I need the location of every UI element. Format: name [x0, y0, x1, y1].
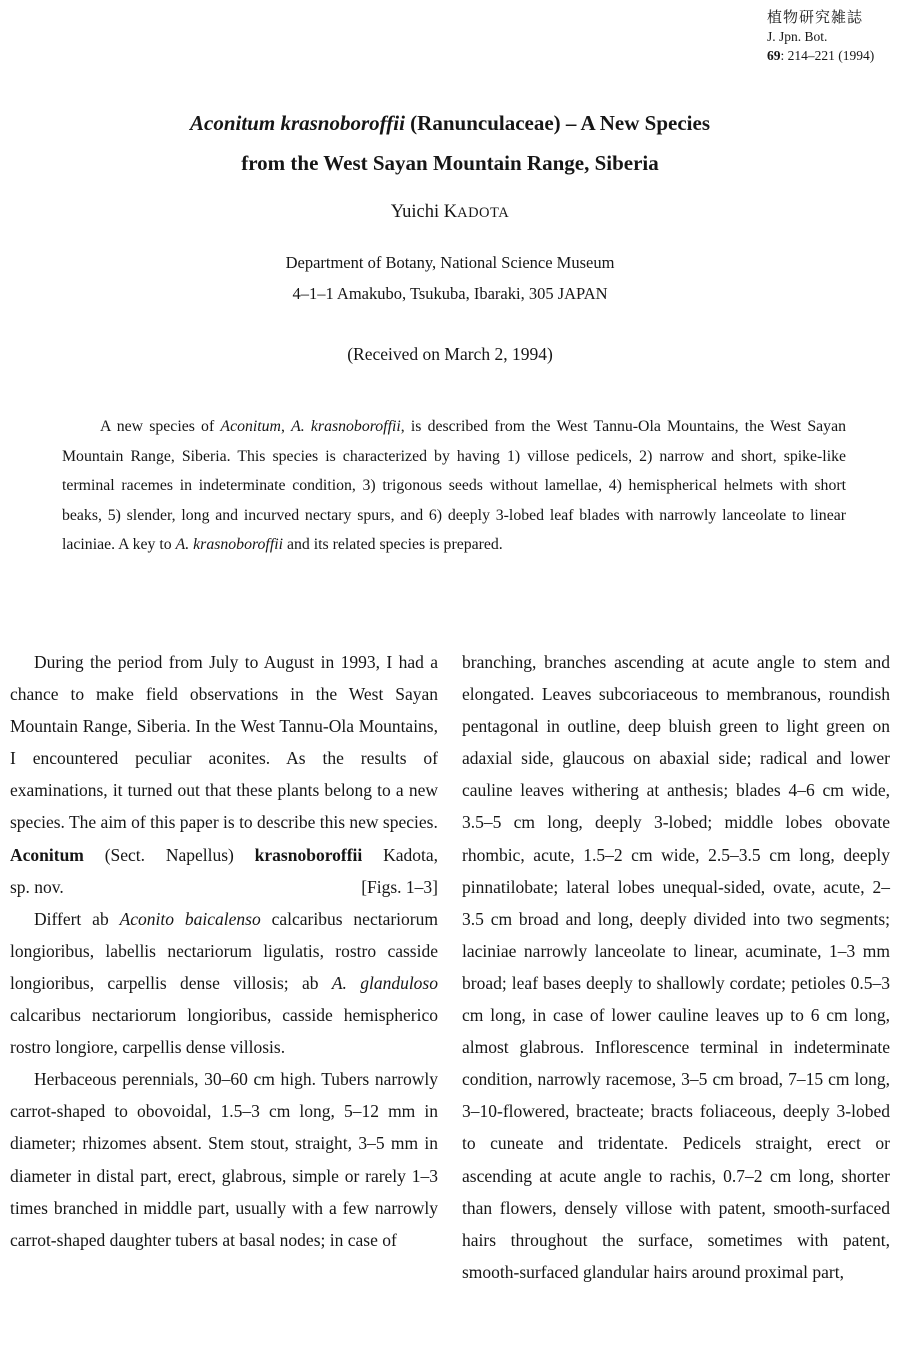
right-column	[462, 646, 890, 1288]
species-heading-line: Aconitum (Sect. Napellus) krasnoboroffii Kadota,	[10, 844, 438, 865]
body-two-columns	[10, 646, 890, 1288]
intro-paragraph: During the period from July to August in 1993, I had a chance to make field observations in the West Sayan Mountain Range, Siberia. In the West Tannu-Ola Mountains, I encountered peculiar aconites. As the results of examinations, it turned out that these plants belong to a new species. The aim of this paper is to describe this new species.	[10, 652, 438, 833]
species-heading-figline	[10, 871, 438, 903]
affiliation-department: Department of Botany, National Science Museum	[285, 253, 615, 272]
description-paragraph-start: Herbaceous perennials, 30–60 cm high. Tubers narrowly carrot-shaped to obovoidal, 1.5–3 cm long, 5–12 mm in diameter; rhizomes absent. Stem stout, straight, 3–5 mm in diameter in distal part, erect, glabrous, simple or rarely 1–3 times branched in middle part, usually with a few narrowly carrot-shaped daughter tubers at basal nodes; in case of	[10, 1069, 438, 1250]
author-given-name: Yuichi K	[390, 202, 458, 222]
author-name	[0, 202, 900, 223]
journal-name-japanese: 植物研究雑誌	[767, 8, 864, 26]
received-date: (Received on March 2, 1994)	[347, 344, 553, 364]
author-family-name-smallcaps: ADOTA	[457, 205, 510, 221]
journal-masthead	[767, 8, 874, 65]
article-title-line1: Aconitum krasnoboroffii (Ranunculaceae) – A New Species	[190, 111, 710, 135]
left-column	[10, 646, 438, 1288]
species-heading-sp-nov: sp. nov.	[10, 876, 64, 897]
article-title-line2: from the West Sayan Mountain Range, Siberia	[241, 151, 659, 175]
article-title	[0, 103, 900, 183]
journal-name-abbrev: J. Jpn. Bot.	[767, 29, 828, 44]
description-paragraph-continued: branching, branches ascending at acute angle to stem and elongated. Leaves subcoriaceous to membranous, roundish pentagonal in outline, deep bluish green to light green on adaxial side, glaucous on abaxial side; radical and lower cauline leaves withering at anthesis; blades 4–6 cm wide, 3.5–5 cm long, deeply 3-lobed; middle lobes obovate rhombic, acute, 1.5–2 cm wide, 2.5–3.5 cm long, deeply pinnatilobate; lateral lobes unequal-sided, ovate, acute, 2–3.5 cm broad and long, deeply divided into two segments; laciniae narrowly lanceolate to linear, acuminate, 1–3 mm broad; leaf bases deeply to shallowly cordate; petioles 0.5–3 cm long, in case of lower cauline leaves up to 6 cm long, almost glabrous. Inflorescence terminal in indeterminate condition, narrowly racemose, 3–5 cm broad, 7–15 cm long, 3–10-flowered, bracteate; bracts foliaceous, deeply 3-lobed to cuneate and tridentate. Pedicels straight, erect or ascending at acute angle to rachis, 0.7–2 cm long, shorter than flowers, densely villose with patent, smooth-surfaced hairs throughout the surface, sometimes with patent, smooth-surfaced glandular hairs around proximal part,	[462, 652, 890, 1282]
figure-reference: [Figs. 1–3]	[361, 876, 438, 897]
latin-diagnosis-paragraph: Differt ab Aconito baicalenso calcaribus nectariorum longioribus, labellis nectariorum ligulatis, rostro casside longioribus, carpellis dense villosis; ab A. glanduloso calcaribus nectariorum longioribus, casside hemispherico rostro longiore, carpellis dense villosis.	[10, 908, 438, 1058]
journal-citation: 69: 214–221 (1994)	[767, 48, 875, 63]
affiliation-address: 4–1–1 Amakubo, Tsukuba, Ibaraki, 305 JAPAN	[292, 284, 608, 303]
abstract-paragraph: A new species of Aconitum, A. krasnoboroffii, is described from the West Tannu-Ola Mountains, the West Sayan Mountain Range, Siberia. This species is characterized by having 1) villose pedicels, 2) narrow and short, spike-like terminal racemes in indeterminate condition, 3) trigonous seeds without lamellae, 4) hemispherical helmets with short beaks, 5) slender, long and incurved nectary spurs, and 6) deeply 3-lobed leaf blades with narrowly lanceolate to linear laciniae. A key to A. krasnoboroffii and its related species is prepared.	[62, 418, 846, 554]
